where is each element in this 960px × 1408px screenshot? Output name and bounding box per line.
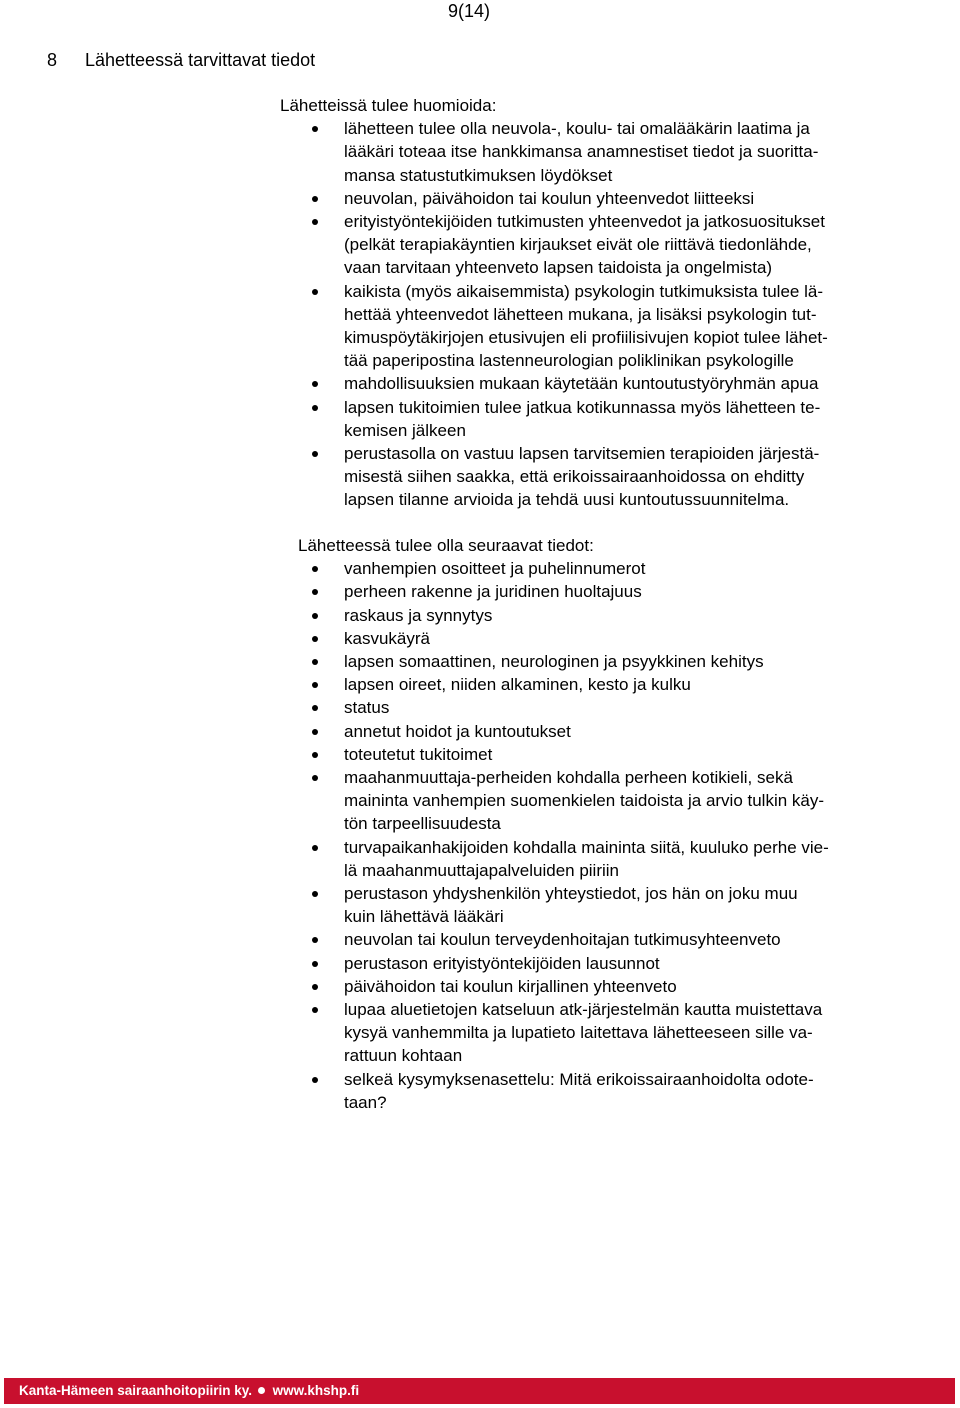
bullet-icon	[312, 682, 318, 688]
list-item-line: selkeä kysymyksenasettelu: Mitä erikoissairaanhoidolta odote-	[344, 1069, 814, 1089]
list-item-line: perustason yhdyshenkilön yhteystiedot, jos hän on joku muu	[344, 884, 798, 904]
list-item-line: lääkäri toteaa itse hankkimansa anamnestiset tiedot ja suoritta-	[344, 142, 819, 162]
bullet-icon	[312, 219, 318, 225]
list-item	[0, 975, 906, 998]
bullet-icon	[312, 937, 318, 943]
bullet-icon	[312, 636, 318, 642]
list-item	[0, 557, 906, 580]
list-item-line: raskaus ja synnytys	[344, 605, 493, 625]
list-item	[0, 280, 906, 373]
required-info-section	[0, 534, 960, 1114]
list-item	[0, 650, 906, 673]
bullet-icon	[312, 451, 318, 457]
bullet-icon	[312, 984, 318, 990]
bullet-icon	[312, 405, 318, 411]
list-item-line: lapsen somaattinen, neurologinen ja psyykkinen kehitys	[344, 652, 764, 672]
bullet-icon	[312, 659, 318, 665]
list-item	[0, 720, 906, 743]
list-item-line: erityistyöntekijöiden tutkimusten yhteenvedot ja jatkosuositukset	[344, 212, 825, 232]
list-item	[0, 442, 906, 512]
footer-url[interactable]: www.khshp.fi	[272, 1383, 360, 1398]
list-item-line: tää paperipostina lastenneurologian poliklinikan psykologille	[344, 351, 794, 371]
bullet-icon	[312, 289, 318, 295]
list-item	[0, 1068, 906, 1114]
bullet-icon	[312, 1007, 318, 1013]
list-item-line: perustason erityistyöntekijöiden lausunnot	[344, 953, 660, 973]
list-item-line: vaan tarvitaan yhteenveto lapsen taidoista ja ongelmista)	[344, 258, 773, 278]
list-item	[0, 187, 906, 210]
bullet-icon	[312, 196, 318, 202]
bullet-dot-icon	[258, 1387, 265, 1394]
bullet-icon	[312, 705, 318, 711]
bullet-icon	[312, 845, 318, 851]
considerations-list	[0, 117, 960, 511]
list-item	[0, 372, 906, 395]
bullet-icon	[312, 775, 318, 781]
list-item	[0, 673, 906, 696]
list-item-line: lupaa aluetietojen katseluun atk-järjestelmän kautta muistettava	[344, 1000, 823, 1020]
bullet-icon	[312, 752, 318, 758]
bullet-icon	[312, 729, 318, 735]
list-item-line: (pelkät terapiakäyntien kirjaukset eivät ole riittävä tiedonlähde,	[344, 235, 812, 255]
list-item-line: kysyä vanhemmilta ja lupatieto laitettava lähetteeseen sille va-	[344, 1023, 813, 1043]
bullet-icon	[312, 613, 318, 619]
list-item	[0, 604, 906, 627]
list-item	[0, 998, 906, 1068]
list-item-line: neuvolan tai koulun terveydenhoitajan tutkimusyhteenveto	[344, 930, 781, 950]
footer-org: Kanta-Hämeen sairaanhoitopiirin ky.	[19, 1383, 253, 1398]
list-item	[0, 743, 906, 766]
list-item-line: kemisen jälkeen	[344, 420, 466, 440]
list-item	[0, 836, 906, 882]
bullet-icon	[312, 891, 318, 897]
list-item-line: turvapaikanhakijoiden kohdalla maininta siitä, kuuluko perhe vie-	[344, 837, 829, 857]
list-item-line: lapsen oireet, niiden alkaminen, kesto ja kulku	[344, 675, 691, 695]
list-item-line: annetut hoidot ja kuntoutukset	[344, 721, 571, 741]
list-item-line: perustasolla on vastuu lapsen tarvitsemien terapioiden järjestä-	[344, 444, 820, 464]
list-item-line: lä maahanmuuttajapalveluiden piiriin	[344, 860, 620, 880]
list-item-line: kaikista (myös aikaisemmista) psykologin tutkimuksista tulee lä-	[344, 281, 823, 301]
bullet-icon	[312, 1077, 318, 1083]
bullet-icon	[312, 126, 318, 132]
footer-bar	[4, 1378, 955, 1404]
considerations-intro: Lähetteissä tulee huomioida:	[280, 96, 497, 115]
required-info-intro: Lähetteessä tulee olla seuraavat tiedot:	[298, 536, 594, 555]
considerations-section	[0, 94, 960, 512]
list-item-line: kimuspöytäkirjojen etusivujen eli profiilisivujen kopiot tulee lähet-	[344, 328, 828, 348]
list-item-line: hettää yhteenvedot lähetteen mukana, ja lisäksi psykologin tut-	[344, 304, 817, 324]
list-item-line: maahanmuuttaja-perheiden kohdalla perheen kotikieli, sekä	[344, 768, 793, 788]
list-item-line: maininta vanhempien suomenkielen taidoista ja arvio tulkin käy-	[344, 791, 825, 811]
section-number: 8	[47, 50, 58, 70]
list-item-line: misestä siihen saakka, että erikoissairaanhoidossa on ehditty	[344, 467, 805, 487]
list-item-line: status	[344, 698, 390, 718]
list-item-line: lähetteen tulee olla neuvola-, koulu- tai omalääkärin laatima ja	[344, 119, 810, 139]
list-item-line: toteutetut tukitoimet	[344, 744, 493, 764]
list-item-line: päivähoidon tai koulun kirjallinen yhteenveto	[344, 976, 677, 996]
bullet-icon	[312, 566, 318, 572]
list-item	[0, 210, 906, 280]
list-item-line: taan?	[344, 1092, 387, 1112]
list-item-line: lapsen tilanne arvioida ja tehdä uusi kuntoutussuunnitelma.	[344, 490, 790, 510]
section-title: Lähetteessä tarvittavat tiedot	[85, 50, 316, 70]
list-item	[0, 882, 906, 928]
list-item-line: kasvukäyrä	[344, 628, 430, 648]
list-item-line: tön tarpeellisuudesta	[344, 814, 501, 834]
bullet-icon	[312, 961, 318, 967]
list-item	[0, 580, 906, 603]
list-item-line: neuvolan, päivähoidon tai koulun yhteenvedot liitteeksi	[344, 188, 755, 208]
list-item-line: lapsen tukitoimien tulee jatkua kotikunnassa myös lähetteen te-	[344, 397, 821, 417]
section-heading	[47, 49, 315, 71]
list-item	[0, 952, 906, 975]
list-item-line: rattuun kohtaan	[344, 1046, 463, 1066]
list-item-line: perheen rakenne ja juridinen huoltajuus	[344, 582, 642, 602]
bullet-icon	[312, 381, 318, 387]
list-item	[0, 696, 906, 719]
list-item-line: vanhempien osoitteet ja puhelinnumerot	[344, 559, 646, 579]
list-item-line: kuin lähettävä lääkäri	[344, 907, 504, 927]
list-item	[0, 627, 906, 650]
list-item	[0, 396, 906, 442]
list-item	[0, 766, 906, 836]
list-item-line: mansa statustutkimuksen löydökset	[344, 165, 613, 185]
list-item-line: mahdollisuuksien mukaan käytetään kuntoutustyöryhmän apua	[344, 374, 819, 394]
page-number: 9(14)	[448, 1, 491, 21]
list-item	[0, 928, 906, 951]
list-item	[0, 117, 906, 187]
bullet-icon	[312, 589, 318, 595]
required-info-list	[0, 557, 960, 1114]
